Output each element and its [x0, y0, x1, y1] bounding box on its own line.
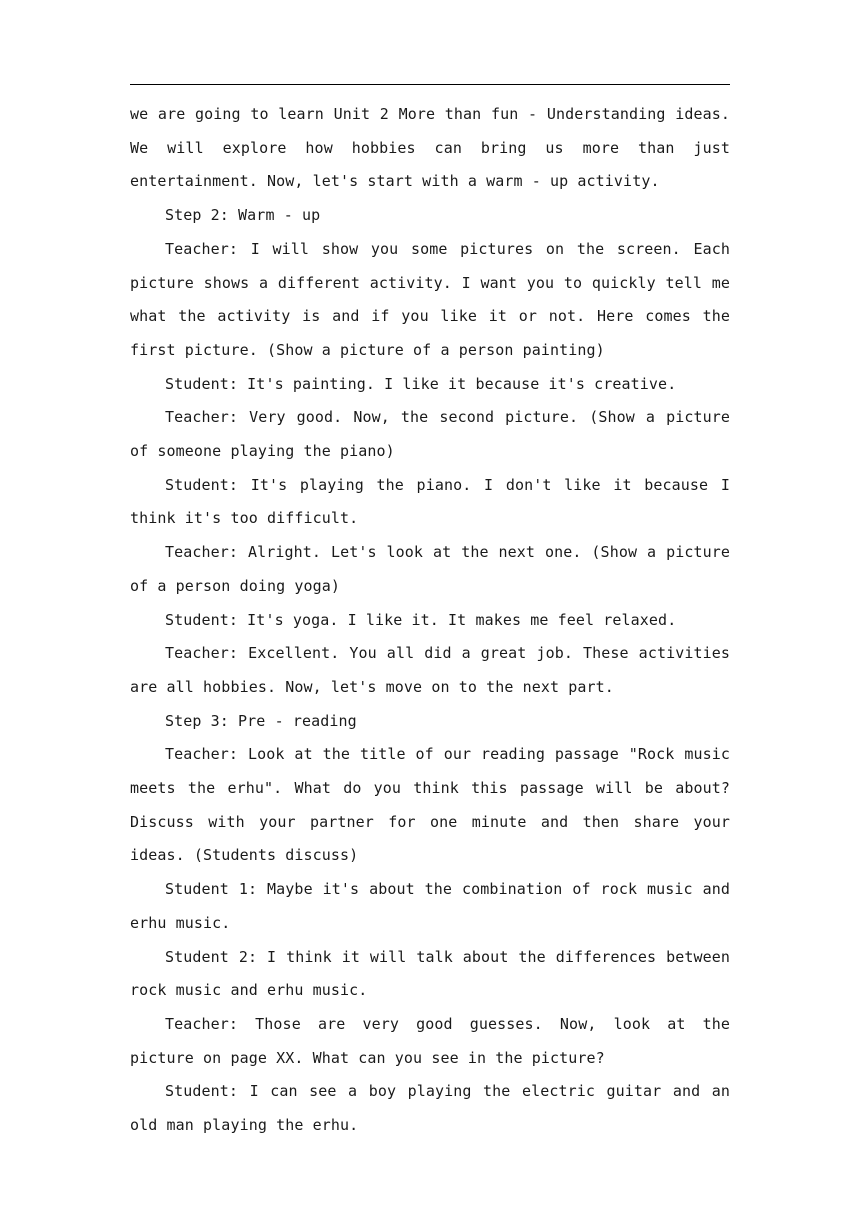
paragraph-student-painting: Student: It's painting. I like it because it's creative.	[165, 374, 677, 393]
header-rule	[130, 84, 730, 85]
paragraph-teacher-hobbies: Teacher: Excellent. You all did a great job. These activities are all hobbies. Now, let's move on to the next part.	[130, 644, 730, 696]
heading-step-3: Step 3: Pre - reading	[165, 711, 357, 730]
paragraph-teacher-pictures: Teacher: I will show you some pictures on the screen. Each picture shows a different activity. I want you to quickly tell me what the activity is and if you like it or not. Here comes the first picture. (Show a picture of a person painting)	[130, 239, 730, 359]
paragraph-teacher-piano: Teacher: Very good. Now, the second picture. (Show a picture of someone playing the piano)	[130, 408, 730, 461]
paragraph-teacher-title: Teacher: Look at the title of our reading passage "Rock music meets the erhu". What do you think this passage will be about? Discuss with your partner for one minute and then share your ideas. (Students discuss)	[130, 745, 730, 865]
document-body	[130, 98, 730, 1143]
paragraph-intro: we are going to learn Unit 2 More than fun - Understanding ideas. We will explore how hobbies can bring us more than just entertainment. Now, let's start with a warm - up activity.	[130, 105, 730, 191]
paragraph-student-2: Student 2: I think it will talk about the differences between rock music and erhu music.	[130, 947, 730, 1000]
paragraph-student-yoga: Student: It's yoga. I like it. It makes me feel relaxed.	[165, 610, 677, 629]
paragraph-student-piano: Student: It's playing the piano. I don't like it because I think it's too difficult.	[130, 475, 730, 528]
heading-step-2: Step 2: Warm - up	[165, 206, 321, 225]
paragraph-teacher-yoga: Teacher: Alright. Let's look at the next one. (Show a picture of a person doing yoga)	[130, 543, 730, 595]
paragraph-student-1: Student 1: Maybe it's about the combination of rock music and erhu music.	[130, 880, 730, 932]
paragraph-student-guitar: Student: I can see a boy playing the electric guitar and an old man playing the erhu.	[130, 1082, 730, 1135]
paragraph-teacher-picture-page: Teacher: Those are very good guesses. Now, look at the picture on page XX. What can you see in the picture?	[130, 1014, 730, 1067]
